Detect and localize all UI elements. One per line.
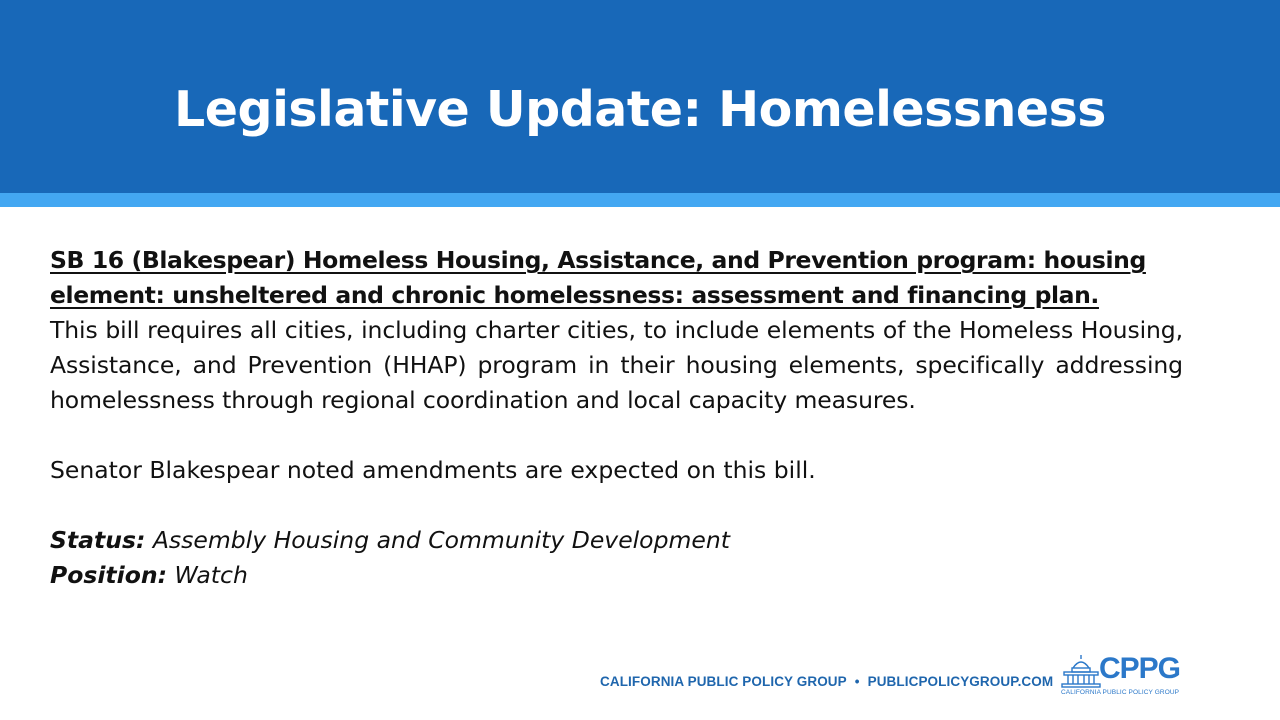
bill-content (50, 243, 1183, 593)
bill-note: Senator Blakespear noted amendments are expected on this bill. (50, 456, 816, 484)
logo-subtitle: CALIFORNIA PUBLIC POLICY GROUP (1061, 689, 1180, 696)
banner-accent-stripe (0, 193, 1280, 207)
footer (600, 674, 1053, 689)
cppg-logo (1061, 654, 1201, 702)
logo-acronym: CPPG (1099, 652, 1181, 685)
position-line (50, 558, 1183, 593)
position-value: Watch (166, 561, 248, 589)
footer-separator: • (854, 674, 860, 689)
bill-heading: SB 16 (Blakespear) Homeless Housing, Assistance, and Prevention program: housing element: unsheltered and chronic homelessness: assessment and financing plan. (50, 246, 1146, 309)
status-label: Status: (50, 526, 146, 554)
footer-website: PUBLICPOLICYGROUP.COM (867, 674, 1054, 689)
capitol-dome-icon (1061, 654, 1101, 688)
footer-org: CALIFORNIA PUBLIC POLICY GROUP (600, 674, 847, 689)
slide-title: Legislative Update: Homelessness (174, 81, 1106, 138)
status-value: Assembly Housing and Community Development (145, 526, 730, 554)
bill-summary: This bill requires all cities, including charter cities, to include elements of the Homeless Housing, Assistance, and Prevention (HHAP) program in their housing elements, specifically addressing homelessness through regional coordination and local capacity measures. (50, 316, 1183, 414)
position-label: Position: (50, 561, 167, 589)
status-line (50, 523, 1183, 558)
status-block (50, 523, 1183, 593)
